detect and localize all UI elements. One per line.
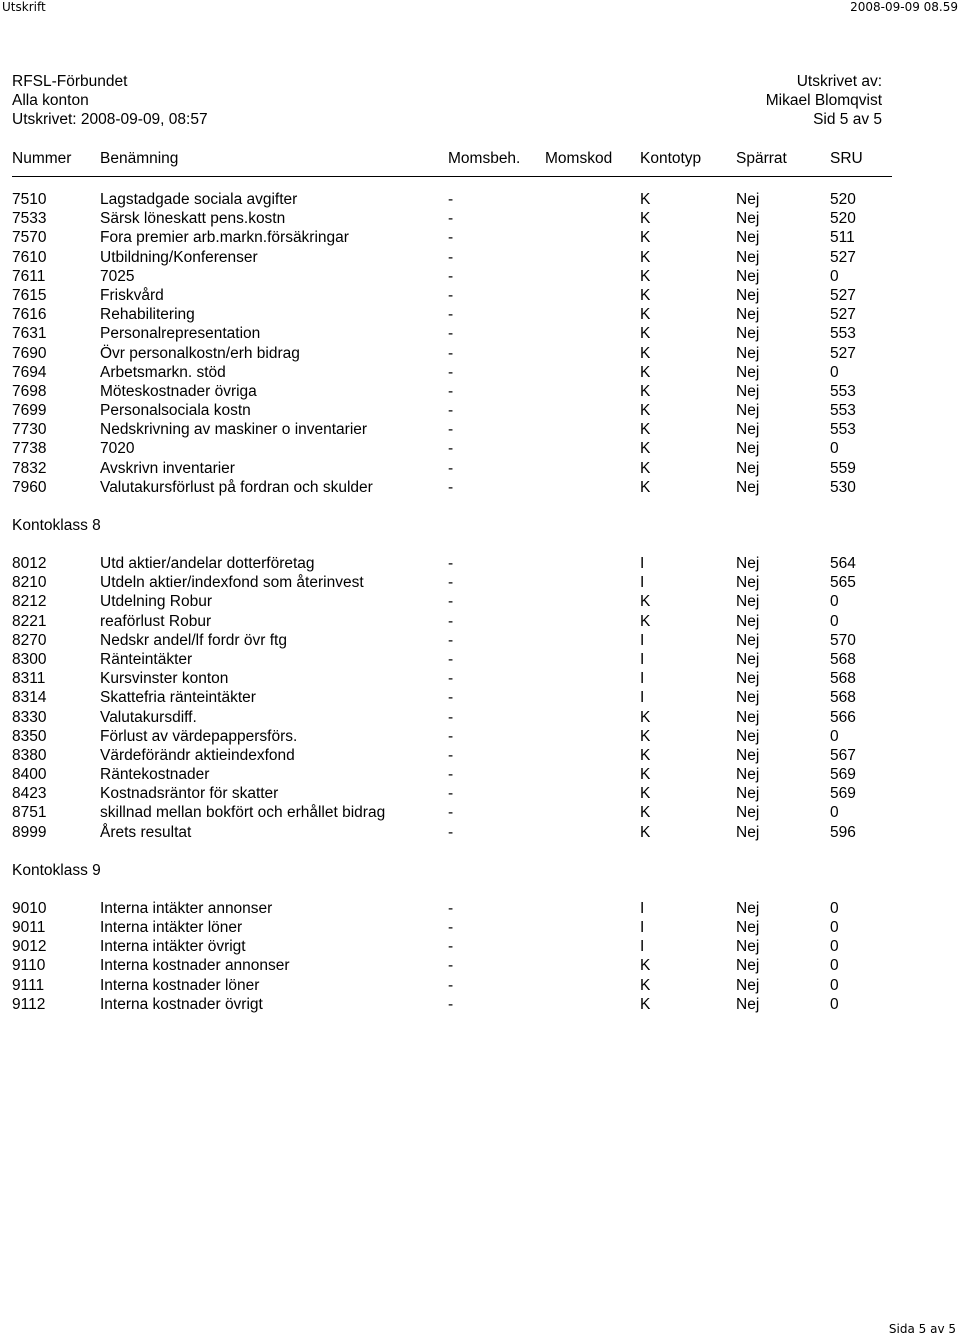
account-number: 8380: [12, 746, 47, 764]
account-group-7: [0, 190, 960, 497]
momsbeh-value: -: [448, 995, 454, 1013]
table-row: [0, 248, 960, 267]
account-number: 8314: [12, 689, 47, 707]
account-number: 7690: [12, 344, 47, 362]
kontotyp-value: K: [640, 286, 651, 304]
column-headers: [0, 150, 960, 170]
sru-value: 0: [830, 727, 839, 745]
kontotyp-value: K: [640, 440, 651, 458]
momsbeh-value: -: [448, 823, 454, 841]
momsbeh-value: -: [448, 785, 454, 803]
kontotyp-value: K: [640, 804, 651, 822]
momsbeh-value: -: [448, 555, 454, 572]
sparrat-value: Nej: [736, 382, 760, 400]
account-number: 7610: [12, 248, 47, 266]
sparrat-value: Nej: [736, 766, 760, 784]
momsbeh-value: -: [448, 766, 454, 784]
sru-value: 520: [830, 191, 856, 208]
account-name: Fora premier arb.markn.försäkringar: [100, 229, 349, 247]
sru-value: 0: [830, 995, 839, 1013]
kontotyp-value: K: [640, 766, 651, 784]
account-name: Värdeförändr aktieindexfond: [100, 746, 295, 764]
table-row: [0, 286, 960, 305]
account-name: Utdelning Robur: [100, 593, 213, 611]
momsbeh-value: -: [448, 976, 454, 994]
table-row: [0, 363, 960, 382]
kontotyp-value: I: [640, 631, 645, 649]
sparrat-value: Nej: [736, 823, 760, 841]
momsbeh-value: -: [448, 363, 454, 381]
sparrat-value: Nej: [736, 555, 760, 572]
sparrat-value: Nej: [736, 631, 760, 649]
sru-value: 0: [830, 440, 839, 458]
table-row: [0, 324, 960, 343]
kontotyp-value: I: [640, 555, 645, 572]
table-row: [0, 209, 960, 228]
account-number: 7615: [12, 286, 47, 304]
sru-value: 0: [830, 267, 839, 285]
kontotyp-value: I: [640, 670, 645, 688]
kontotyp-value: K: [640, 708, 651, 726]
kontotyp-value: K: [640, 995, 651, 1013]
table-row: [0, 439, 960, 458]
momsbeh-value: -: [448, 191, 454, 208]
table-row: [0, 784, 960, 803]
account-number: 7960: [12, 478, 47, 496]
kontotyp-value: K: [640, 957, 651, 975]
kontotyp-value: I: [640, 574, 645, 592]
account-number: 8400: [12, 766, 47, 784]
col-sparrat: Spärrat: [736, 150, 787, 167]
momsbeh-value: -: [448, 382, 454, 400]
account-group-9: [0, 899, 960, 1014]
account-number: 9111: [12, 976, 45, 994]
sru-value: 568: [830, 650, 856, 668]
momsbeh-value: -: [448, 229, 454, 247]
table-row: [0, 995, 960, 1014]
sru-value: 564: [830, 555, 856, 572]
sru-value: 527: [830, 286, 856, 304]
account-number: 8999: [12, 823, 47, 841]
account-name: Interna kostnader löner: [100, 976, 260, 994]
table-row: [0, 459, 960, 478]
printed-by-name: Mikael Blomqvist: [765, 92, 882, 109]
sru-value: 0: [830, 804, 839, 822]
kontotyp-value: K: [640, 248, 651, 266]
account-name: Kostnadsräntor för skatter: [100, 785, 279, 803]
sparrat-value: Nej: [736, 670, 760, 688]
kontotyp-value: K: [640, 191, 651, 208]
momsbeh-value: -: [448, 919, 454, 936]
account-number: 7738: [12, 440, 47, 458]
account-group-8: [0, 554, 960, 842]
kontotyp-value: K: [640, 593, 651, 611]
account-number: 8012: [12, 555, 47, 572]
momsbeh-value: -: [448, 612, 454, 630]
sru-value: 0: [830, 899, 839, 917]
sparrat-value: Nej: [736, 421, 760, 439]
sru-value: 0: [830, 957, 839, 975]
account-number: 8423: [12, 785, 47, 803]
sparrat-value: Nej: [736, 689, 760, 707]
account-number: 8300: [12, 650, 47, 668]
account-number: 8270: [12, 631, 47, 649]
table-row: [0, 228, 960, 247]
sparrat-value: Nej: [736, 402, 760, 420]
table-row: [0, 401, 960, 420]
momsbeh-value: -: [448, 689, 454, 707]
sru-value: 0: [830, 938, 839, 956]
sparrat-value: Nej: [736, 708, 760, 726]
momsbeh-value: -: [448, 631, 454, 649]
kontotyp-value: I: [640, 899, 645, 917]
account-number: 7510: [12, 191, 47, 208]
table-row: [0, 573, 960, 592]
kontotyp-value: K: [640, 459, 651, 477]
sru-value: 527: [830, 248, 856, 266]
momsbeh-value: -: [448, 210, 454, 228]
account-number: 8330: [12, 708, 47, 726]
table-row: [0, 190, 960, 209]
sparrat-value: Nej: [736, 344, 760, 362]
account-name: skillnad mellan bokfört och erhållet bidrag: [100, 804, 386, 822]
table-row: [0, 478, 960, 497]
sru-value: 520: [830, 210, 856, 228]
momsbeh-value: -: [448, 746, 454, 764]
account-name: Lagstadgade sociala avgifter: [100, 191, 298, 208]
print-title: Utskrift: [2, 0, 46, 14]
sru-value: 596: [830, 823, 856, 841]
account-name: Personalsociala kostn: [100, 402, 251, 420]
account-number: 7631: [12, 325, 47, 343]
momsbeh-value: -: [448, 478, 454, 496]
kontotyp-value: K: [640, 746, 651, 764]
account-name: Interna kostnader annonser: [100, 957, 290, 975]
sparrat-value: Nej: [736, 440, 760, 458]
table-row: [0, 937, 960, 956]
account-number: 8350: [12, 727, 47, 745]
kontotyp-value: K: [640, 306, 651, 324]
organization-name: RFSL-Förbundet: [12, 73, 128, 90]
sparrat-value: Nej: [736, 938, 760, 956]
header-divider: [12, 176, 892, 177]
sru-value: 559: [830, 459, 856, 477]
account-number: 8221: [12, 612, 47, 630]
momsbeh-value: -: [448, 650, 454, 668]
sparrat-value: Nej: [736, 785, 760, 803]
momsbeh-value: -: [448, 957, 454, 975]
momsbeh-value: -: [448, 344, 454, 362]
kontotyp-value: K: [640, 421, 651, 439]
sru-value: 553: [830, 325, 856, 343]
account-name: Särsk löneskatt pens.kostn: [100, 210, 286, 228]
account-number: 7698: [12, 382, 47, 400]
momsbeh-value: -: [448, 574, 454, 592]
sru-value: 0: [830, 919, 839, 936]
sru-value: 569: [830, 766, 856, 784]
kontotyp-value: K: [640, 402, 651, 420]
sparrat-value: Nej: [736, 650, 760, 668]
table-row: [0, 650, 960, 669]
table-row: [0, 918, 960, 937]
section-heading-kontoklass-8: Kontoklass 8: [12, 517, 101, 534]
sparrat-value: Nej: [736, 363, 760, 381]
account-number: 8311: [12, 670, 46, 688]
sru-value: 566: [830, 708, 856, 726]
account-name: Ränteintäkter: [100, 650, 193, 668]
account-number: 9112: [12, 995, 46, 1013]
sparrat-value: Nej: [736, 727, 760, 745]
table-row: [0, 708, 960, 727]
sparrat-value: Nej: [736, 593, 760, 611]
sru-value: 570: [830, 631, 856, 649]
sparrat-value: Nej: [736, 210, 760, 228]
kontotyp-value: I: [640, 689, 645, 707]
section-heading-kontoklass-9: Kontoklass 9: [12, 861, 101, 879]
momsbeh-value: -: [448, 459, 454, 477]
momsbeh-value: -: [448, 938, 454, 956]
account-name: Valutakursförlust på fordran och skulder: [100, 478, 373, 496]
printed-by-label: Utskrivet av:: [796, 73, 882, 90]
col-momskod: Momskod: [545, 150, 613, 167]
sru-value: 0: [830, 976, 839, 994]
table-row: [0, 956, 960, 975]
kontotyp-value: K: [640, 478, 651, 496]
table-row: [0, 765, 960, 784]
col-sru: SRU: [830, 150, 863, 167]
table-row: [0, 554, 960, 573]
sparrat-value: Nej: [736, 286, 760, 304]
table-row: [0, 976, 960, 995]
table-row: [0, 899, 960, 918]
sparrat-value: Nej: [736, 899, 760, 917]
col-momsbeh: Momsbeh.: [448, 150, 521, 167]
sparrat-value: Nej: [736, 919, 760, 936]
kontotyp-value: K: [640, 823, 651, 841]
browser-print-header: [0, 0, 960, 16]
sparrat-value: Nej: [736, 957, 760, 975]
kontotyp-value: K: [640, 229, 651, 247]
page-indicator: Sid 5 av 5: [813, 111, 882, 128]
account-number: 7570: [12, 229, 47, 247]
account-number: 8212: [12, 593, 47, 611]
account-name: Personalrepresentation: [100, 325, 261, 343]
account-name: 7020: [100, 440, 135, 458]
sru-value: 568: [830, 670, 856, 688]
report-header-right: [766, 72, 882, 129]
account-number: 9010: [12, 899, 47, 917]
account-number: 7533: [12, 210, 47, 228]
table-row: [0, 688, 960, 707]
table-row: [0, 592, 960, 611]
account-name: Interna intäkter annonser: [100, 899, 273, 917]
kontotyp-value: K: [640, 727, 651, 745]
account-number: 7832: [12, 459, 47, 477]
table-row: [0, 669, 960, 688]
table-row: [0, 746, 960, 765]
sru-value: 511: [830, 229, 855, 247]
col-number: Nummer: [12, 150, 72, 167]
momsbeh-value: -: [448, 421, 454, 439]
momsbeh-value: -: [448, 804, 454, 822]
account-number: 9011: [12, 919, 46, 936]
sparrat-value: Nej: [736, 267, 760, 285]
table-row: [0, 305, 960, 324]
account-number: 8751: [12, 804, 47, 822]
account-number: 9110: [12, 957, 46, 975]
account-number: 7616: [12, 306, 47, 324]
momsbeh-value: -: [448, 267, 454, 285]
table-row: [0, 823, 960, 842]
account-name: Interna kostnader övrigt: [100, 995, 263, 1013]
sparrat-value: Nej: [736, 248, 760, 266]
sru-value: 569: [830, 785, 856, 803]
account-name: Förlust av värdepappersförs.: [100, 727, 298, 745]
account-name: Interna intäkter övrigt: [100, 938, 246, 956]
account-name: Skattefria ränteintäkter: [100, 689, 256, 707]
print-datetime: 2008-09-09 08.59: [850, 0, 958, 14]
kontotyp-value: K: [640, 267, 651, 285]
sru-value: 0: [830, 593, 839, 611]
kontotyp-value: K: [640, 344, 651, 362]
account-name: Utdeln aktier/indexfond som återinvest: [100, 574, 364, 592]
table-row: [0, 803, 960, 822]
sru-value: 530: [830, 478, 856, 496]
table-row: [0, 382, 960, 401]
momsbeh-value: -: [448, 286, 454, 304]
page-footer: Sida 5 av 5: [888, 1322, 956, 1336]
account-name: Utbildning/Konferenser: [100, 248, 258, 266]
kontotyp-value: K: [640, 325, 651, 343]
account-list: [0, 190, 960, 1014]
account-name: Friskvård: [100, 286, 164, 304]
table-row: [0, 631, 960, 650]
sru-value: 527: [830, 306, 856, 324]
account-name: Möteskostnader övriga: [100, 382, 257, 400]
kontotyp-value: K: [640, 382, 651, 400]
account-name: Interna intäkter löner: [100, 919, 243, 936]
sru-value: 567: [830, 746, 856, 764]
account-number: 7611: [12, 267, 46, 285]
momsbeh-value: -: [448, 325, 454, 343]
sparrat-value: Nej: [736, 976, 760, 994]
sparrat-value: Nej: [736, 804, 760, 822]
sparrat-value: Nej: [736, 229, 760, 247]
kontotyp-value: I: [640, 919, 645, 936]
kontotyp-value: K: [640, 785, 651, 803]
account-name: Nedskrivning av maskiner o inventarier: [100, 421, 368, 439]
sparrat-value: Nej: [736, 478, 760, 496]
table-row: [0, 727, 960, 746]
col-name: Benämning: [100, 150, 179, 167]
kontotyp-value: I: [640, 650, 645, 668]
momsbeh-value: -: [448, 670, 454, 688]
table-row: [0, 267, 960, 286]
account-name: 7025: [100, 267, 135, 285]
account-name: Årets resultat: [100, 823, 192, 841]
sparrat-value: Nej: [736, 459, 760, 477]
momsbeh-value: -: [448, 440, 454, 458]
sru-value: 527: [830, 344, 856, 362]
sru-value: 0: [830, 612, 839, 630]
report-scope: Alla konton: [12, 92, 89, 109]
kontotyp-value: K: [640, 612, 651, 630]
account-number: 9012: [12, 938, 47, 956]
momsbeh-value: -: [448, 306, 454, 324]
table-row: [0, 344, 960, 363]
sru-value: 565: [830, 574, 856, 592]
account-name: Utd aktier/andelar dotterföretag: [100, 555, 315, 572]
momsbeh-value: -: [448, 402, 454, 420]
sru-value: 553: [830, 402, 856, 420]
sru-value: 553: [830, 421, 856, 439]
kontotyp-value: K: [640, 363, 651, 381]
account-number: 7699: [12, 402, 47, 420]
momsbeh-value: -: [448, 899, 454, 917]
account-name: Övr personalkostn/erh bidrag: [100, 344, 300, 362]
table-row: [0, 420, 960, 439]
printed-date: Utskrivet: 2008-09-09, 08:57: [12, 111, 208, 128]
account-name: Arbetsmarkn. stöd: [100, 363, 226, 381]
account-name: Avskrivn inventarier: [100, 459, 235, 477]
sparrat-value: Nej: [736, 612, 760, 630]
account-name: Rehabilitering: [100, 306, 195, 324]
kontotyp-value: K: [640, 210, 651, 228]
account-number: 7730: [12, 421, 47, 439]
account-name: reaförlust Robur: [100, 612, 212, 630]
momsbeh-value: -: [448, 248, 454, 266]
sparrat-value: Nej: [736, 306, 760, 324]
account-number: 8210: [12, 574, 47, 592]
kontotyp-value: I: [640, 938, 645, 956]
sparrat-value: Nej: [736, 191, 760, 208]
momsbeh-value: -: [448, 727, 454, 745]
table-row: [0, 612, 960, 631]
sparrat-value: Nej: [736, 746, 760, 764]
sparrat-value: Nej: [736, 995, 760, 1013]
account-name: Räntekostnader: [100, 766, 210, 784]
account-name: Valutakursdiff.: [100, 708, 197, 726]
sparrat-value: Nej: [736, 325, 760, 343]
momsbeh-value: -: [448, 593, 454, 611]
sru-value: 0: [830, 363, 839, 381]
account-name: Nedskr andel/lf fordr övr ftg: [100, 631, 287, 649]
kontotyp-value: K: [640, 976, 651, 994]
report-header-left: [12, 72, 208, 129]
sru-value: 568: [830, 689, 856, 707]
momsbeh-value: -: [448, 708, 454, 726]
col-kontotyp: Kontotyp: [640, 150, 702, 167]
account-number: 7694: [12, 363, 47, 381]
sparrat-value: Nej: [736, 574, 760, 592]
account-name: Kursvinster konton: [100, 670, 229, 688]
sru-value: 553: [830, 382, 856, 400]
